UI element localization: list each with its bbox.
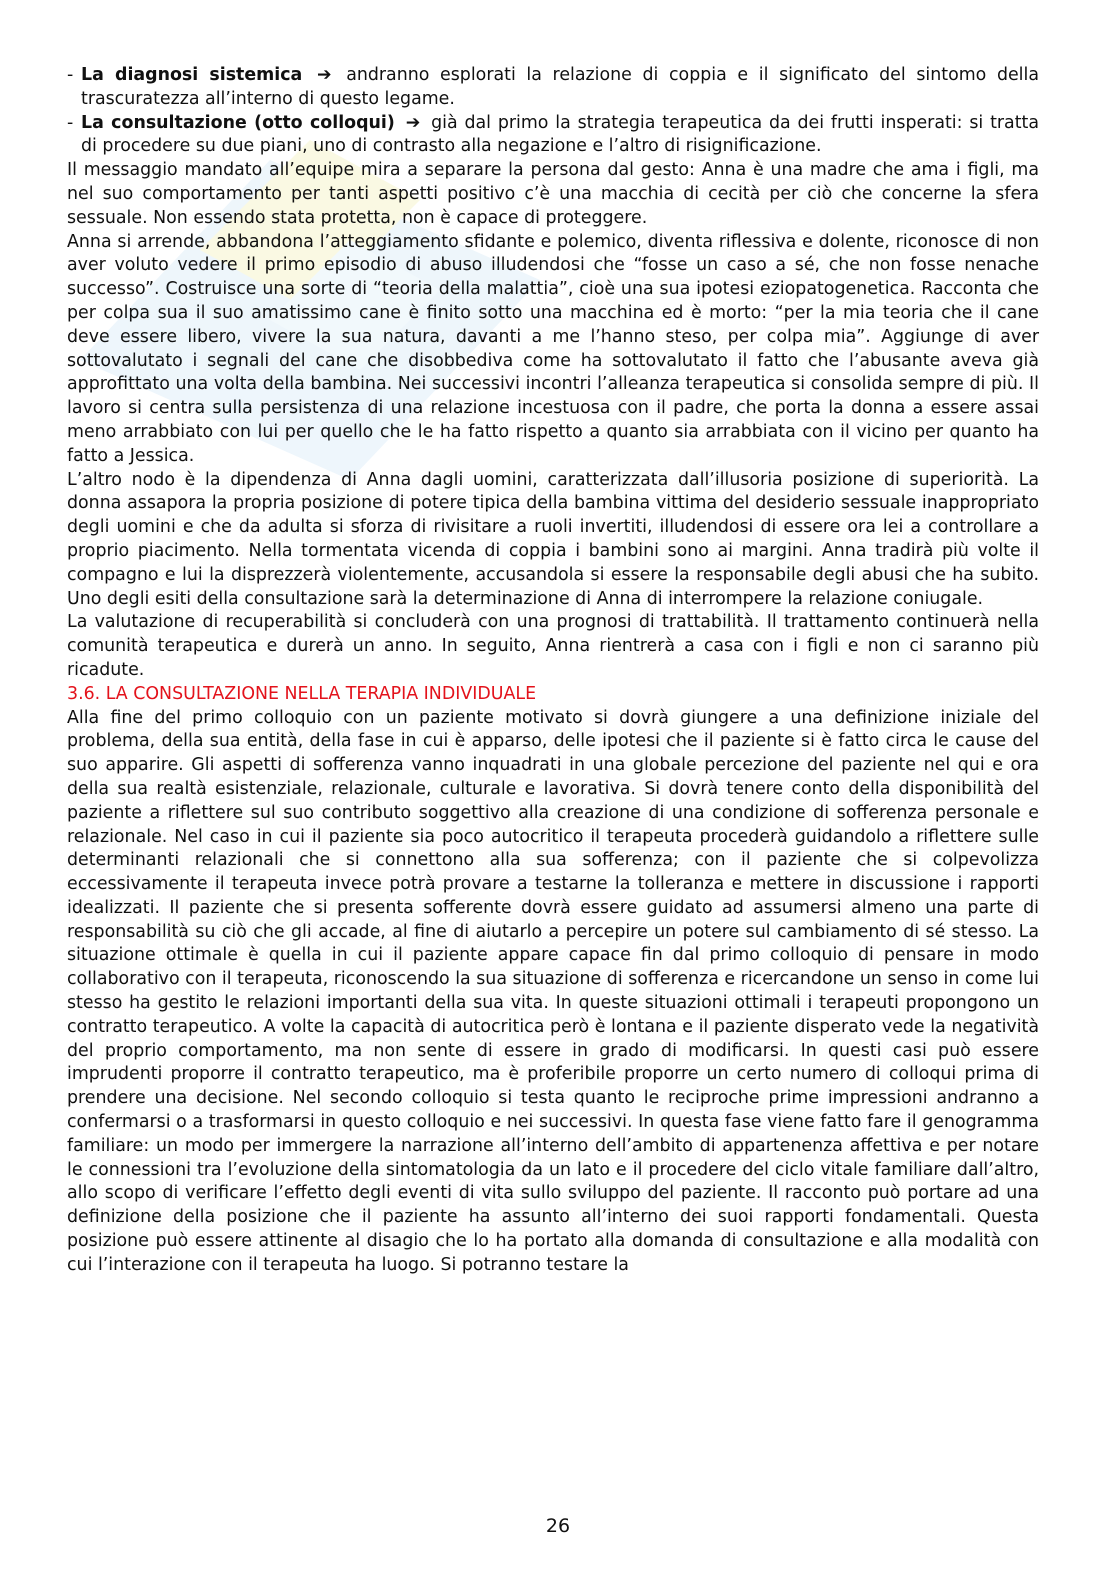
paragraph: La valutazione di recuperabilità si concluderà con una prognosi di trattabilità. Il trattamento continuerà nella comunità terapeutica e durerà un anno. In seguito, Anna rientrerà a casa con i figli e non ci saranno più ricadute. — [67, 612, 1039, 680]
page-number: 26 — [545, 1515, 571, 1537]
bullet-dash: - — [67, 112, 74, 133]
bullet-dash: - — [67, 65, 74, 85]
paragraph: Alla fine del primo colloquio con un paziente motivato si dovrà giungere a una definizione iniziale del problema, della sua entità, della fase in cui è apparso, delle ipotesi che il paziente si è fatto circa le cause del suo apparire. Gli aspetti di sofferenza vanno inquadrati in una globale percezione del paziente nel qui e ora della sua realtà esistenziale, relazionale, culturale e lavorativa. Si dovrà tenere conto della disponibilità del paziente a riflettere sul suo contributo soggettivo alla creazione di una condizione di sofferenza personale e relazionale. Nel caso in cui il paziente sia poco autocritico il terapeuta procederà guidandolo a riflettere sulle determinanti relazionali che si connettono alla sua sofferenza; con il paziente che si colpevolizza eccessivamente il terapeuta invece potrà provare a testarne la tolleranza e mettere in discussione i rapporti idealizzati. Il paziente che si presenta sofferente dovrà essere guidato ad assumersi almeno una parte di responsabilità su ciò che gli accade, al fine di aiutarlo a percepire un potere sul cambiamento di sé stesso. La situazione ottimale è quella in cui il paziente appare capace fin dal primo colloquio di pensare in modo collaborativo con il terapeuta, riconoscendo la sua situazione di sofferenza e ricercandone un senso in come lui stesso ha gestito le relazioni importanti della sua vita. In queste situazioni ottimali i terapeuti propongono un contratto terapeutico. A volte la capacità di autocritica però è lontana e il paziente disperato vede la negatività del proprio comportamento, ma non sente di essere in grado di modificarsi. In questi casi può essere imprudenti proporre il contratto terapeutico, ma è proferibile proporre un certo numero di colloqui prima di prendere una decisione. Nel secondo colloquio si testa quanto le reciproche prime impressioni andranno a confermarsi o a trasformarsi in questo colloquio e nei successivi. In questa fase viene fatto fare il genogramma familiare: un modo per immergere la narrazione all’interno dell’ambito di appartenenza affettiva e per notare le connessioni tra l’evoluzione della sintomatologia da un lato e il procedere del ciclo vitale familiare dall’altro, allo scopo di verificare l’effetto degli eventi di vita sullo sviluppo del paziente. Il racconto può portare ad una definizione della posizione che il paziente ha assunto all’interno dei suoi rapporti fondamentali. Questa posizione può essere attinente al disagio che lo ha portato alla domanda di consultazione e alla modalità con cui l’interazione con il terapeuta ha luogo. Si potranno testare la — [67, 707, 1039, 1275]
paragraph: L’altro nodo è la dipendenza di Anna dagli uomini, caratterizzata dall’illusoria posizione di superiorità. La donna assapora la propria posizione di potere tipica della bambina vittima del desiderio sessuale inappropriato degli uomini e che da adulta si sforza di rivisitare a ruoli invertiti, illudendosi di essere ora lei a controllare a proprio piacimento. Nella tormentata vicenda di coppia i bambini sono ai margini. Anna tradirà più volte il compagno e lui la disprezzerà violentemente, accusandola si essere la responsabile degli abusi che ha subito. Uno degli esiti della consultazione sarà la determinazione di Anna di interrompere la relazione coniugale. — [67, 469, 1039, 609]
bullet-text: già dal primo la strategia terapeutica da dei frutti insperati: si tratta di procedere su due piani, uno di contrasto alla negazione e l’altro di risignificazione. — [81, 112, 1039, 157]
section-heading: 3.6. LA CONSULTAZIONE NELLA TERAPIA INDIVIDUALE — [67, 683, 537, 704]
bullet-text: andranno esplorati la relazione di coppia e il significato del sintomo della trascuratezza all’interno di questo legame. — [81, 65, 1040, 109]
bullet-item-diagnosi — [67, 64, 1039, 112]
right-arrow-icon: ➔ — [405, 112, 421, 133]
main-text — [67, 64, 1039, 1278]
bullet-title: La diagnosi sistemica — [81, 65, 303, 85]
right-arrow-icon: ➔ — [316, 65, 332, 85]
paragraph: Il messaggio mandato all’equipe mira a separare la persona dal gesto: Anna è una madre che ama i figli, ma nel suo comportamento per tanti aspetti positivo c’è una macchia di cecità per ciò che concerne la sfera sessuale. Non essendo stata protetta, non è capace di proteggere. — [67, 160, 1039, 228]
paragraph: Anna si arrende, abbandona l’atteggiamento sfidante e polemico, diventa riflessiva e dolente, riconosce di non aver voluto vedere il primo episodio di abuso illudendosi che “fosse un caso a sé, che non fosse nenache successo”. Costruisce una sorte di “teoria della malattia”, cioè una sua ipotesi eziopatogenetica. Racconta che per colpa sua il suo amatissimo cane è finito sotto una macchina ed è morto: “per la mia teoria che il cane deve essere libero, vivere la sua natura, davanti a me l’hanno steso, per colpa mia”. Aggiunge di aver sottovalutato i segnali del cane che disobbediva come ha sottovalutato il fatto che l’abusante aveva già approfittato una volta della bambina. Nei successivi incontri l’alleanza terapeutica si consolida sempre di più. Il lavoro si centra sulla persistenza di una relazione incestuosa con il padre, che porta la donna a essere assai meno arrabbiato con lui per quello che le ha fatto rispetto a quanto sia arrabbiata con il vicino per quanto ha fatto a Jessica. — [67, 231, 1039, 466]
bullet-item-consultazione — [67, 112, 1039, 160]
bullet-title: La consultazione (otto colloqui) — [81, 112, 395, 133]
